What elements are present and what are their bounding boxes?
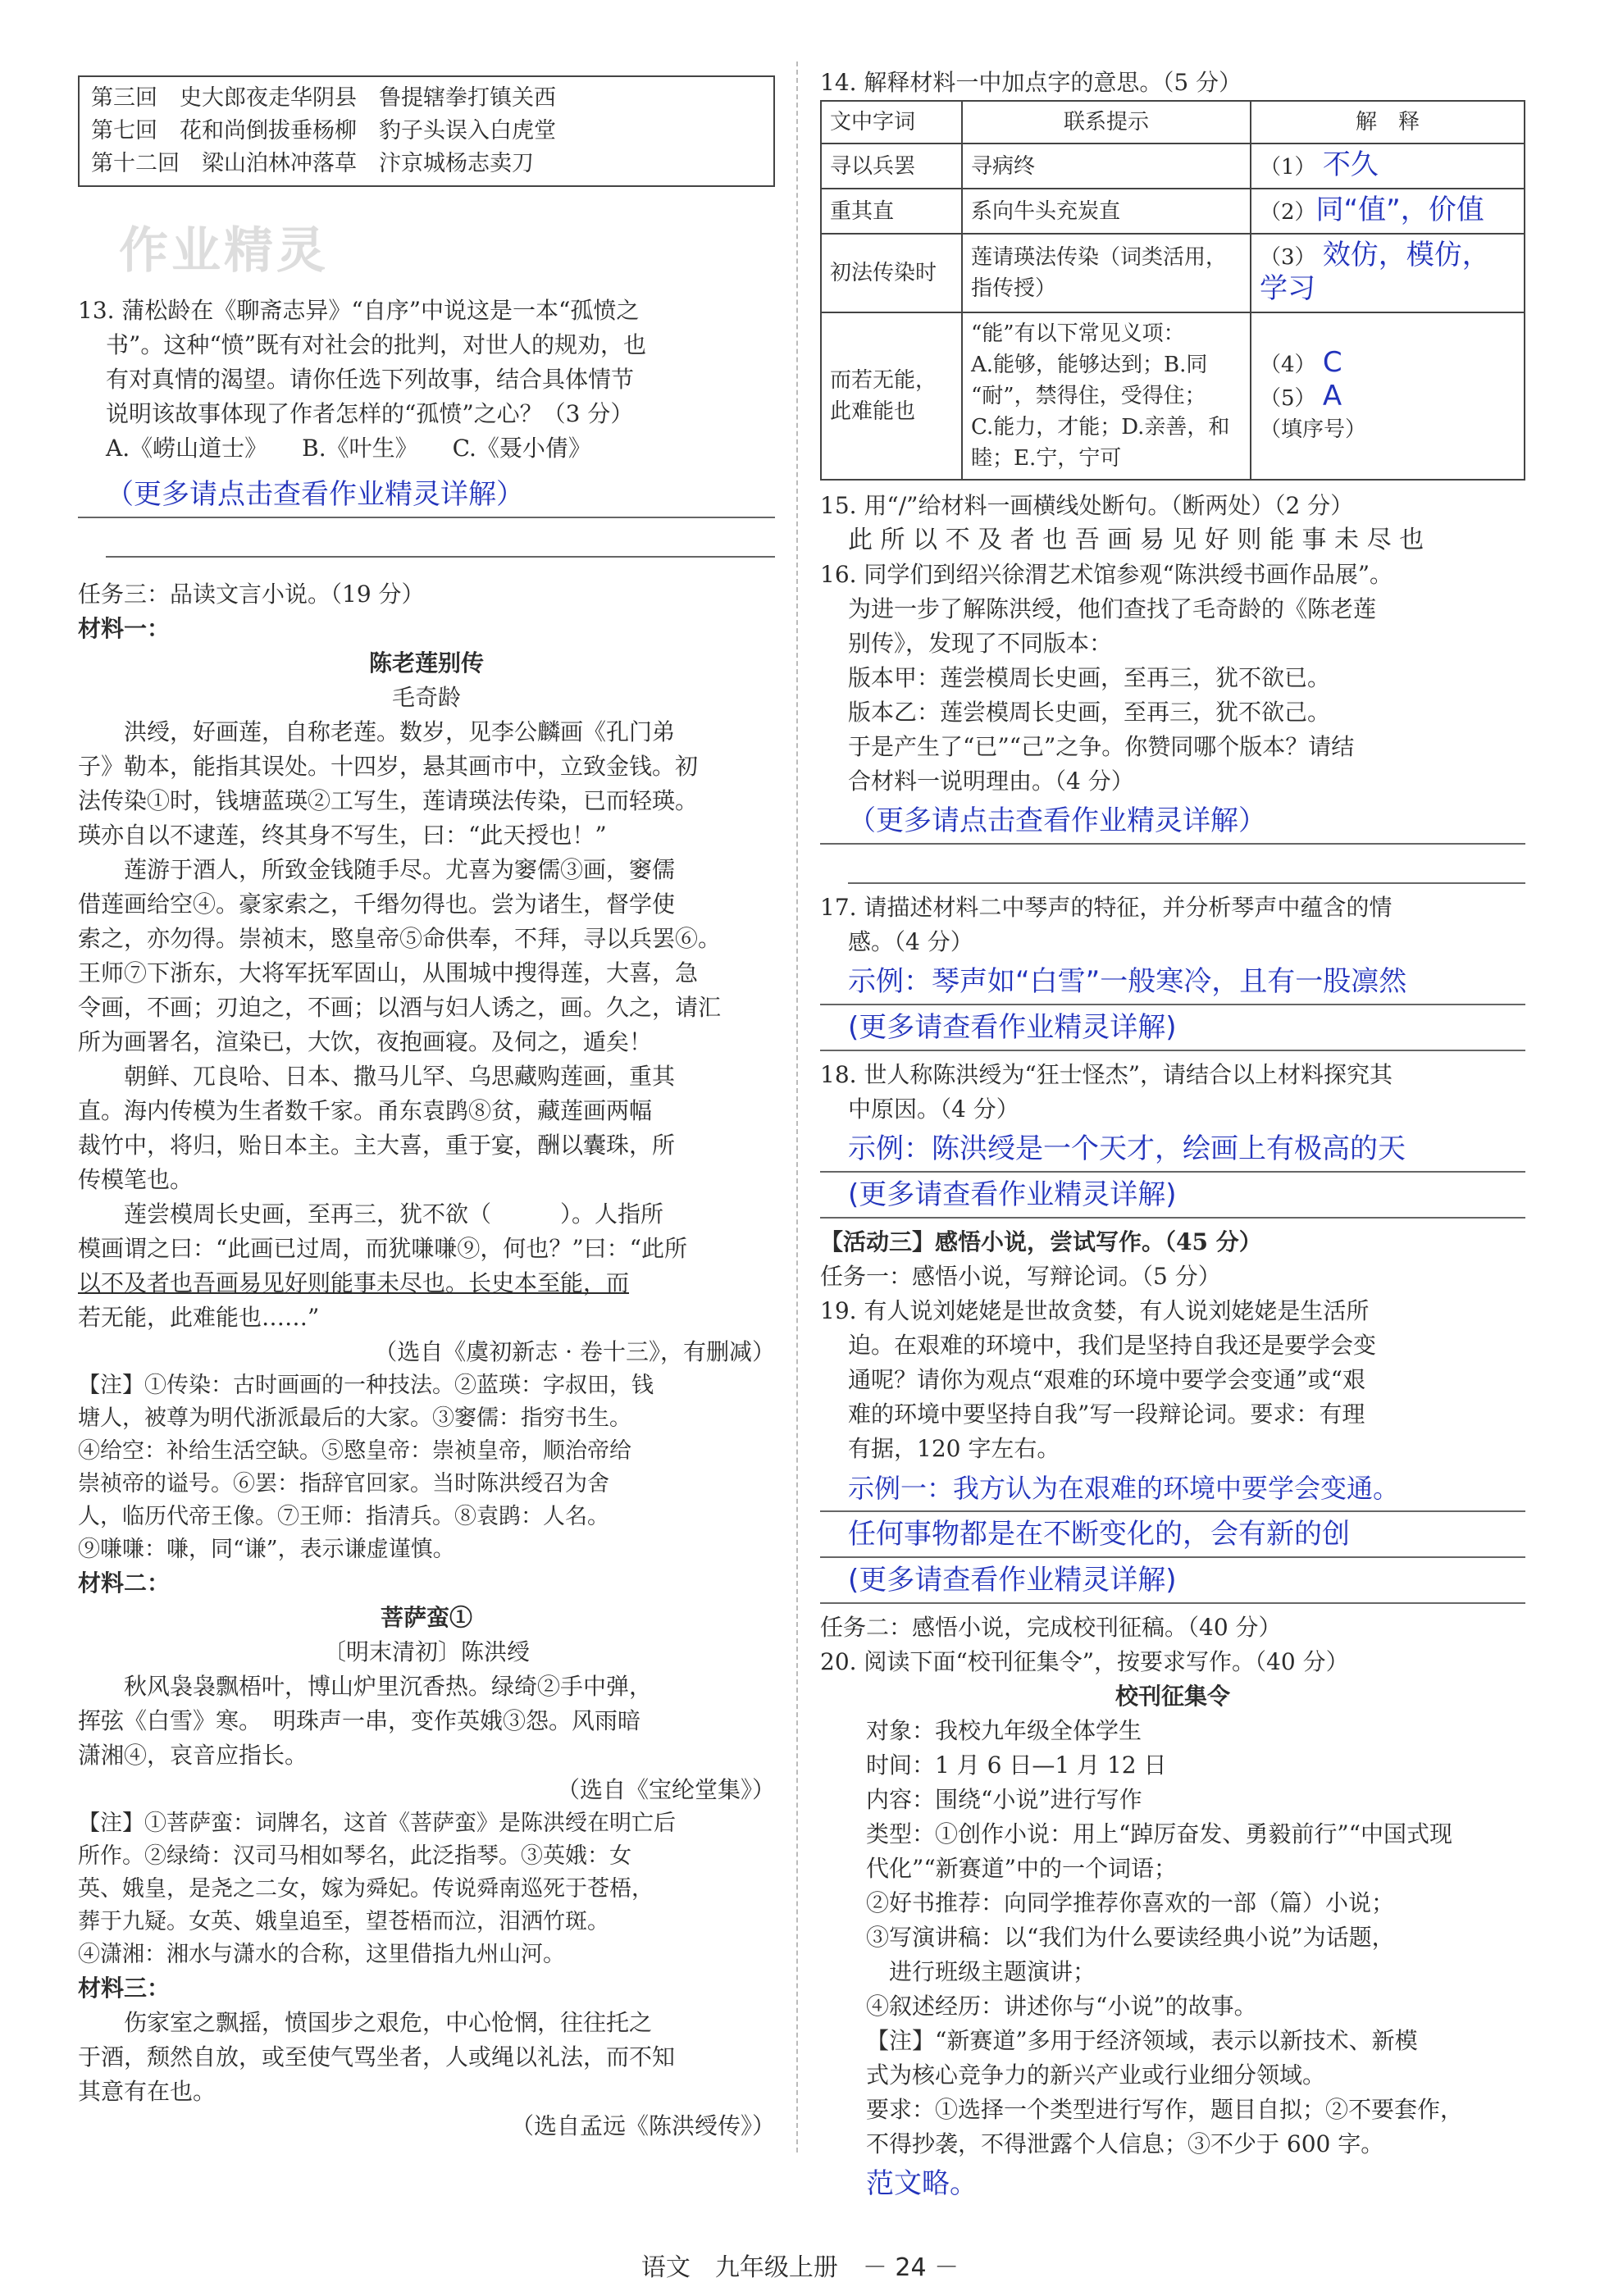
header-cell: 文中字词 bbox=[821, 101, 962, 144]
q14-table bbox=[820, 100, 1525, 481]
handwritten-answer: 同“值”，价值 bbox=[1315, 194, 1484, 226]
poem-line: 秋风袅袅飘梧叶，博山炉里沉香热。绿绮②手中弹， bbox=[124, 1673, 653, 1700]
chapter-line: 第十二回 梁山泊林冲落草 汴京城杨志卖刀 bbox=[91, 151, 534, 176]
text-line: 模画谓之曰：“此画已过周，而犹嗛嗛⑨，何也？”曰：“此所 bbox=[78, 1235, 687, 1262]
q20-title: 20. 阅读下面“校刊征集令”，按要求写作。（40 分） bbox=[820, 1648, 1349, 1675]
word-cell: 初法传染时 bbox=[821, 234, 962, 312]
notice-line: 式为核心竞争力的新兴产业或行业细分领域。 bbox=[866, 2061, 1326, 2089]
text-line: 洪绶，好画莲，自称老莲。数岁，见李公麟画《孔门弟 bbox=[124, 718, 676, 745]
watermark-text: 作业精灵 bbox=[119, 222, 329, 280]
q16-line: 16. 同学们到绍兴徐渭艺术馆参观“陈洪绶书画作品展”。 bbox=[820, 561, 1393, 588]
text-line: 借莲画给空④。豪家索之，千缗勿得也。尝为诸生，督学使 bbox=[78, 891, 676, 918]
handwritten-answer: C bbox=[1322, 346, 1342, 379]
source-1: （选自《虞初新志 · 卷十三》，有删减） bbox=[374, 1338, 775, 1365]
notice-line: 类型：①创作小说：用上“踔厉奋发、勇毅前行”“中国式现 bbox=[866, 1820, 1452, 1847]
notice-title: 校刊征集令 bbox=[1115, 1683, 1230, 1710]
notice-line: ②好书推荐：向同学推荐你喜欢的一部（篇）小说； bbox=[866, 1889, 1395, 1916]
q19-answer: 任何事物都是在不断变化的，会有新的创 bbox=[820, 1512, 1525, 1558]
header-cell: 解 释 bbox=[1251, 101, 1525, 144]
text-line: 莲游于酒人，所致金钱随手尽。尤喜为窭儒③画，窭儒 bbox=[124, 856, 676, 883]
right-column bbox=[820, 66, 1525, 2206]
hint-line: C.能力，才能；D.亲善，和 bbox=[971, 415, 1230, 440]
notice-line: 【注】“新赛道”多用于经济领域，表示以新技术、新模 bbox=[866, 2027, 1418, 2054]
note-line: 葬于九疑。女英、娥皇追至，望苍梧而泣，泪洒竹斑。 bbox=[78, 1909, 609, 1934]
hint-line: “能”有以下常见义项： bbox=[971, 321, 1185, 346]
hint-cell: 系向牛头充炭直 bbox=[962, 189, 1251, 234]
task-3 bbox=[78, 577, 775, 2143]
notice-line: 内容：围绕“小说”进行写作 bbox=[866, 1786, 1142, 1813]
note-line: 塘人，被尊为明代浙派最后的大家。③窭儒：指穷书生。 bbox=[78, 1405, 631, 1431]
text-line: 王师⑦下浙东，大将军抚军固山，从围城中搜得莲，大喜，急 bbox=[78, 959, 699, 986]
text-line: 朝鲜、兀良哈、日本、撒马儿罕、乌思藏购莲画，重其 bbox=[124, 1063, 676, 1090]
table-row bbox=[821, 312, 1525, 480]
slot-label: （5） bbox=[1260, 386, 1316, 411]
chapter-line: 第三回 史大郎夜走华阴县 鲁提辖拳打镇关西 bbox=[91, 85, 556, 111]
answer-blank-line bbox=[106, 518, 775, 558]
poem-title: 菩萨蛮① bbox=[380, 1604, 472, 1631]
q18-answer-link[interactable]: (更多请查看作业精灵详解) bbox=[820, 1173, 1525, 1219]
answer-cell bbox=[1251, 144, 1525, 189]
note-line: 【注】①传染：古时画画的一种技法。②蓝瑛：字叔田，钱 bbox=[78, 1373, 654, 1398]
note-line: 英、娥皇，是尧之二女，嫁为舜妃。传说舜南巡死于苍梧， bbox=[78, 1876, 654, 1902]
material-3-label: 材料三： bbox=[78, 1975, 171, 2002]
text-line: 瑛亦自以不逮莲，终其身不写生，曰：“此天授也！” bbox=[78, 822, 607, 849]
q20-answer: 范文略。 bbox=[866, 2167, 978, 2200]
text-line: 若无能，此难能也……” bbox=[78, 1304, 320, 1331]
text-line: 伤家室之飘摇，愤国步之艰危，中心怆惘，往往托之 bbox=[124, 2009, 653, 2036]
column-divider bbox=[796, 61, 798, 2152]
word-cell: 重其直 bbox=[821, 189, 962, 234]
text-line: 传模笔也。 bbox=[78, 1166, 194, 1193]
material-2-label: 材料二： bbox=[78, 1569, 171, 1597]
task-2-header: 任务二：感悟小说，完成校刊征稿。（40 分） bbox=[820, 1614, 1282, 1641]
q19-answer: 示例一：我方认为在艰难的环境中要学会变通。 bbox=[820, 1466, 1525, 1512]
notice-line: ④叙述经历：讲述你与“小说”的故事。 bbox=[866, 1993, 1257, 2020]
note-line: 崇祯帝的谥号。⑥罢：指辞官回家。当时陈洪绶召为舍 bbox=[78, 1471, 609, 1496]
q19-line: 19. 有人说刘姥姥是世故贪婪，有人说刘姥姥是生活所 bbox=[820, 1297, 1370, 1324]
activity-3-header: 【活动三】感悟小说，尝试写作。（45 分） bbox=[820, 1228, 1262, 1255]
q15-title: 15. 用“/”给材料一画横线处断句。（断两处）（2 分） bbox=[820, 492, 1354, 519]
q13-line: 书”。这种“愤”既有对社会的批判，对世人的规劝，也 bbox=[106, 331, 646, 358]
q13-options: A.《崂山道士》 B.《叶生》 C.《聂小倩》 bbox=[106, 435, 591, 462]
answer-cell bbox=[1251, 312, 1525, 480]
q17-answer-link[interactable]: (更多请查看作业精灵详解) bbox=[820, 1005, 1525, 1051]
q18-line: 18. 世人称陈洪绶为“狂士怪杰”，请结合以上材料探究其 bbox=[820, 1061, 1393, 1088]
header-cell: 联系提示 bbox=[962, 101, 1251, 144]
note-line: ④潇湘：湘水与潇水的合称，这里借指九州山河。 bbox=[78, 1942, 565, 1967]
note-line: ⑨嗛嗛：嗛，同“谦”，表示谦虚谨慎。 bbox=[78, 1537, 455, 1562]
handwritten-answer: 不久 bbox=[1322, 148, 1379, 181]
notice-line: ③写演讲稿：以“我们为什么要读经典小说”为话题， bbox=[866, 1924, 1395, 1951]
table-row bbox=[821, 189, 1525, 234]
slot-label: （3） bbox=[1260, 245, 1316, 270]
material-1-title: 陈老莲别传 bbox=[368, 649, 484, 676]
q16-line: 合材料一说明理由。（4 分） bbox=[848, 768, 1134, 795]
q18-line: 中原因。（4 分） bbox=[848, 1096, 1019, 1123]
text-line: 莲尝模周长史画，至再三，犹不欲（ ）。人指所 bbox=[124, 1200, 664, 1228]
notice-line: 不得抄袭，不得泄露个人信息；③不少于 600 字。 bbox=[866, 2130, 1384, 2157]
answer-blank-line bbox=[848, 845, 1525, 884]
hint-cell: 寻病终 bbox=[962, 144, 1251, 189]
chapter-line: 第七回 花和尚倒拔垂杨柳 豹子头误入白虎堂 bbox=[91, 118, 556, 144]
q19-line: 难的环境中要坚持自我”写一段辩论词。要求：有理 bbox=[848, 1401, 1365, 1428]
poem-line: 潇湘④，哀音应指长。 bbox=[78, 1742, 308, 1769]
text-line: 所为画署名，渲染已，大饮，夜抱画寝。及伺之，遁矣！ bbox=[78, 1028, 653, 1055]
q16-line: 版本甲：莲尝模周长史画，至再三，犹不欲已。 bbox=[848, 664, 1331, 691]
answer-cell bbox=[1251, 189, 1525, 234]
text-line-underlined: 以不及者也吾画易见好则能事未尽也。长史本至能，而 bbox=[78, 1269, 630, 1296]
notice-line: 进行班级主题演讲； bbox=[866, 1958, 1096, 1985]
handwritten-answer: 效仿，模仿，学习 bbox=[1260, 239, 1490, 305]
chapter-list-box bbox=[78, 75, 775, 187]
text-line: 索之，亦勿得。崇祯末，愍皇帝⑤命供奉，不拜，寻以兵罢⑥。 bbox=[78, 925, 722, 952]
note-line: ④给空：补给生活空缺。⑤愍皇帝：崇祯皇帝，顺治帝给 bbox=[78, 1438, 631, 1464]
source-2: （选自《宝纶堂集》） bbox=[556, 1776, 775, 1803]
note-line: 【注】①菩萨蛮：词牌名，这首《菩萨蛮》是陈洪绶在明亡后 bbox=[78, 1811, 676, 1836]
notice-line: 时间：1 月 6 日—1 月 12 日 bbox=[866, 1752, 1167, 1779]
hint-line: 睦；E.宁，宁可 bbox=[971, 446, 1122, 471]
q17-line: 17. 请描述材料二中琴声的特征，并分析琴声中蕴含的情 bbox=[820, 894, 1393, 921]
q19-line: 有据，120 字左右。 bbox=[848, 1435, 1060, 1462]
word-cell: 寻以兵罢 bbox=[821, 144, 962, 189]
fill-hint: （填序号） bbox=[1260, 417, 1367, 442]
source-3: （选自孟远《陈洪绶传》） bbox=[510, 2112, 775, 2139]
q19-line: 迫。在艰难的环境中，我们是坚持自我还是要学会变 bbox=[848, 1332, 1377, 1359]
q14-title: 14. 解释材料一中加点字的意思。（5 分） bbox=[820, 69, 1242, 96]
left-column bbox=[78, 66, 775, 2143]
word-cell: 而若无能，此难能也 bbox=[821, 312, 962, 480]
slot-label: （4） bbox=[1260, 353, 1316, 377]
notice-line: 要求：①选择一个类型进行写作，题目自拟；②不要套作， bbox=[866, 2096, 1464, 2123]
text-line: 子》勒本，能指其误处。十四岁，悬其画市中，立致金钱。初 bbox=[78, 753, 699, 780]
handwritten-answer: A bbox=[1322, 380, 1342, 412]
table-header-row bbox=[821, 101, 1525, 144]
slot-label: （2） bbox=[1260, 200, 1316, 225]
material-1-author: 毛奇龄 bbox=[391, 684, 461, 711]
table-row bbox=[821, 144, 1525, 189]
hint-line: “耐”，禁得住，受得住； bbox=[971, 384, 1206, 408]
page-footer: 语文 九年级上册 － 24 － bbox=[640, 2253, 960, 2282]
q19-answer-link[interactable]: (更多请查看作业精灵详解) bbox=[820, 1558, 1525, 1604]
activity-3-task-1: 任务一：感悟小说，写辩论词。（5 分） bbox=[820, 1263, 1221, 1290]
q13-line: 有对真情的渴望。请你任选下列故事，结合具体情节 bbox=[106, 366, 635, 393]
question-13 bbox=[78, 294, 775, 558]
q17-line: 感。（4 分） bbox=[848, 928, 973, 955]
watermark bbox=[78, 187, 775, 294]
poem-line: 挥弦《白雪》寒。 明珠声一串，变作英娥③怨。风雨暗 bbox=[78, 1707, 641, 1734]
hint-cell bbox=[962, 312, 1251, 480]
text-line: 直。海内传模为生者数千家。甬东袁鹍⑧贫，藏莲画两幅 bbox=[78, 1097, 653, 1124]
q13-answer-link[interactable]: （更多请点击查看作业精灵详解） bbox=[78, 472, 775, 518]
text-line: 令画，不画；刃迫之，不画；以酒与妇人诱之，画。久之，请汇 bbox=[78, 994, 722, 1021]
answer-cell bbox=[1251, 234, 1525, 312]
q18-answer: 示例：陈洪绶是一个天才，绘画上有极高的天 bbox=[820, 1127, 1525, 1173]
text-line: 裁竹中，将归，贻日本主。主大喜，重于宴，酬以囊珠，所 bbox=[78, 1132, 676, 1159]
note-line: 人，临历代帝王像。⑦王师：指清兵。⑧袁鹍：人名。 bbox=[78, 1504, 609, 1529]
q13-line: 说明该故事体现了作者怎样的“孤愤”之心？（3 分） bbox=[106, 400, 634, 427]
q13-line: 13. 蒲松龄在《聊斋志异》“自序”中说这是一本“孤愤之 bbox=[78, 297, 640, 324]
material-1-label: 材料一： bbox=[78, 615, 171, 642]
table-row bbox=[821, 234, 1525, 312]
q16-line: 版本乙：莲尝模周长史画，至再三，犹不欲己。 bbox=[848, 699, 1331, 726]
task3-header: 任务三：品读文言小说。（19 分） bbox=[78, 581, 425, 608]
q16-line: 为进一步了解陈洪绶，他们查找了毛奇龄的《陈老莲 bbox=[848, 595, 1377, 622]
hint-line: A.能够，能够达到；B.同 bbox=[971, 353, 1208, 377]
text-line: 法传染①时，钱塘蓝瑛②工写生，莲请瑛法传染，已而轻瑛。 bbox=[78, 787, 699, 814]
q16-answer-link[interactable]: （更多请点击查看作业精灵详解） bbox=[820, 799, 1525, 845]
hint-cell: 莲请瑛法传染（词类活用，指传授） bbox=[962, 234, 1251, 312]
poem-author: 〔明末清初〕陈洪绶 bbox=[322, 1638, 530, 1665]
text-line: 于酒，颓然自放，或至使气骂坐者，人或绳以礼法，而不知 bbox=[78, 2043, 676, 2070]
notice-line: 对象：我校九年级全体学生 bbox=[866, 1717, 1142, 1744]
q17-answer: 示例：琴声如“白雪”一般寒冷，且有一股凛然 bbox=[820, 959, 1525, 1005]
q19-line: 通呢？请你为观点“艰难的环境中要学会变通”或“艰 bbox=[848, 1366, 1365, 1393]
q16-line: 于是产生了“已”“己”之争。你赞同哪个版本？请结 bbox=[848, 733, 1355, 760]
note-line: 所作。②绿绮：汉司马相如琴名，此泛指琴。③英娥：女 bbox=[78, 1843, 631, 1869]
slot-label: （1） bbox=[1260, 155, 1316, 180]
text-line: 其意有在也。 bbox=[78, 2078, 217, 2105]
q15-sentence: 此 所 以 不 及 者 也 吾 画 易 见 好 则 能 事 未 尽 也 bbox=[848, 526, 1425, 554]
notice-line: 代化”“新赛道”中的一个词语； bbox=[866, 1855, 1177, 1882]
q16-line: 别传》，发现了不同版本： bbox=[848, 630, 1113, 657]
